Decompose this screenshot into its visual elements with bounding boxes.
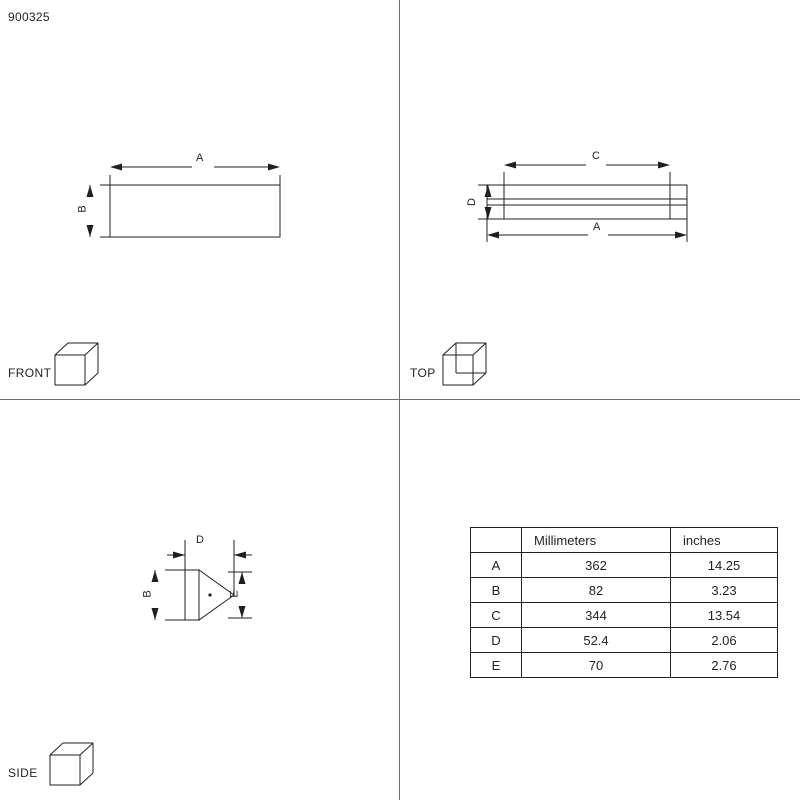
top-dim-d-label: D xyxy=(465,198,478,206)
row-letter: B xyxy=(471,578,522,603)
row-letter: E xyxy=(471,653,522,678)
front-view-drawing xyxy=(0,0,399,399)
front-dim-a-label: A xyxy=(196,152,204,164)
side-view-panel xyxy=(0,400,399,800)
row-inches: 2.76 xyxy=(671,653,778,678)
part-number: 900325 xyxy=(8,10,50,24)
front-orientation-cube-icon xyxy=(55,343,98,385)
table-row xyxy=(471,578,778,603)
table-row xyxy=(471,628,778,653)
row-millimeters: 52.4 xyxy=(522,628,671,653)
table-header-letter xyxy=(471,528,522,553)
top-dim-a-label: A xyxy=(593,221,601,233)
top-view-label: TOP xyxy=(410,366,436,380)
top-orientation-cube-icon xyxy=(443,343,486,385)
side-view-drawing xyxy=(0,400,399,800)
side-dim-d-label: D xyxy=(196,534,204,546)
top-view-drawing xyxy=(400,0,800,399)
row-inches: 14.25 xyxy=(671,553,778,578)
row-inches: 3.23 xyxy=(671,578,778,603)
row-letter: A xyxy=(471,553,522,578)
top-dim-c-label: C xyxy=(592,150,600,162)
table-row xyxy=(471,603,778,628)
table-row xyxy=(471,553,778,578)
row-inches: 2.06 xyxy=(671,628,778,653)
table-row xyxy=(471,653,778,678)
top-view-panel xyxy=(400,0,800,399)
row-millimeters: 344 xyxy=(522,603,671,628)
dimension-table xyxy=(470,527,778,678)
side-dim-b-label: B xyxy=(141,590,154,598)
table-header-row xyxy=(471,528,778,553)
side-view-label: SIDE xyxy=(8,766,38,780)
dimension-table-panel xyxy=(400,400,800,800)
row-letter: D xyxy=(471,628,522,653)
side-dim-e-label: E xyxy=(228,590,241,598)
row-millimeters: 70 xyxy=(522,653,671,678)
table-header-inches: inches xyxy=(671,528,778,553)
row-millimeters: 362 xyxy=(522,553,671,578)
side-orientation-cube-icon xyxy=(50,743,93,785)
front-view-panel xyxy=(0,0,399,399)
row-inches: 13.54 xyxy=(671,603,778,628)
row-millimeters: 82 xyxy=(522,578,671,603)
row-letter: C xyxy=(471,603,522,628)
front-dim-b-label: B xyxy=(76,205,89,213)
table-header-millimeters: Millimeters xyxy=(522,528,671,553)
front-view-label: FRONT xyxy=(8,366,52,380)
